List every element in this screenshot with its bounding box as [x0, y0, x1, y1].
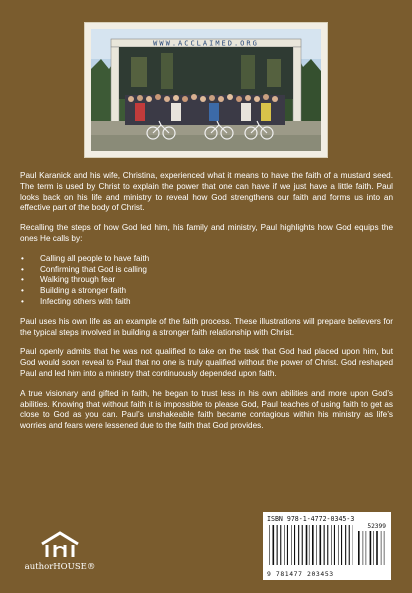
group-photo	[91, 29, 321, 151]
people-group	[125, 94, 285, 125]
barcode-bars	[269, 525, 353, 565]
paragraph-intro: Paul Karanick and his wife, Christina, experienced what it means to have the faith of a mustard seed. The term is used by Christ to explain the power that one can have if we just have a little faith. Paul looks back on his life and ministry to reveal how God strengthens our faith and forms us into an effective part of the body of Christ.	[20, 171, 393, 213]
banner-text: WWW.ACCLAIMED.ORG	[153, 39, 259, 48]
isbn-text: ISBN 978-1-4772-0345-3	[267, 515, 355, 523]
cover-photo-frame	[84, 22, 328, 158]
paragraph-example: Paul uses his own life as an example of the faith process. These illustrations will prepare believers for the typical steps involved in building a stronger faith relationship with Christ.	[20, 316, 393, 337]
isbn-barcode	[263, 512, 391, 580]
barcode-digits: 9 781477 203453	[267, 570, 334, 578]
paragraph-visionary: A true visionary and gifted in faith, he began to trust less in his own abilities and more upon God’s abilities. Knowing that without faith it is impossible to please God, Paul teaches of using faith to get as close to God as you can. Paul’s unshakeable faith became contagious within his ministry as life’s worries and fears were lessened due to the faith that God provides.	[20, 388, 393, 431]
bullet-item: • Infecting others with faith	[20, 297, 393, 308]
bullet-list	[20, 254, 393, 308]
bullet-item: • Walking through fear	[20, 275, 393, 286]
publisher-name: authorHOUSE®	[24, 562, 96, 572]
price-code: 52399	[367, 523, 386, 530]
paragraph-qualified: Paul openly admits that he was not qualified to take on the task that God had placed upon him, but God would soon reveal to Paul that no one is truly qualified without the power of Christ. God reshaped Paul and led him into a ministry that continuously depended upon faith.	[20, 347, 393, 378]
description-text	[20, 171, 393, 441]
authorhouse-logo-icon	[38, 530, 82, 560]
paragraph-recalling: Recalling the steps of how God led him, his family and ministry, Paul highlights how God equips the ones He calls by:	[20, 223, 393, 243]
publisher-logo-block	[20, 530, 100, 572]
barcode-addon-bars	[358, 531, 386, 565]
bullet-item: • Calling all people to have faith	[20, 254, 393, 265]
bullet-item: • Confirming that God is calling	[20, 265, 393, 276]
bullet-item: • Building a stronger faith	[20, 286, 393, 297]
